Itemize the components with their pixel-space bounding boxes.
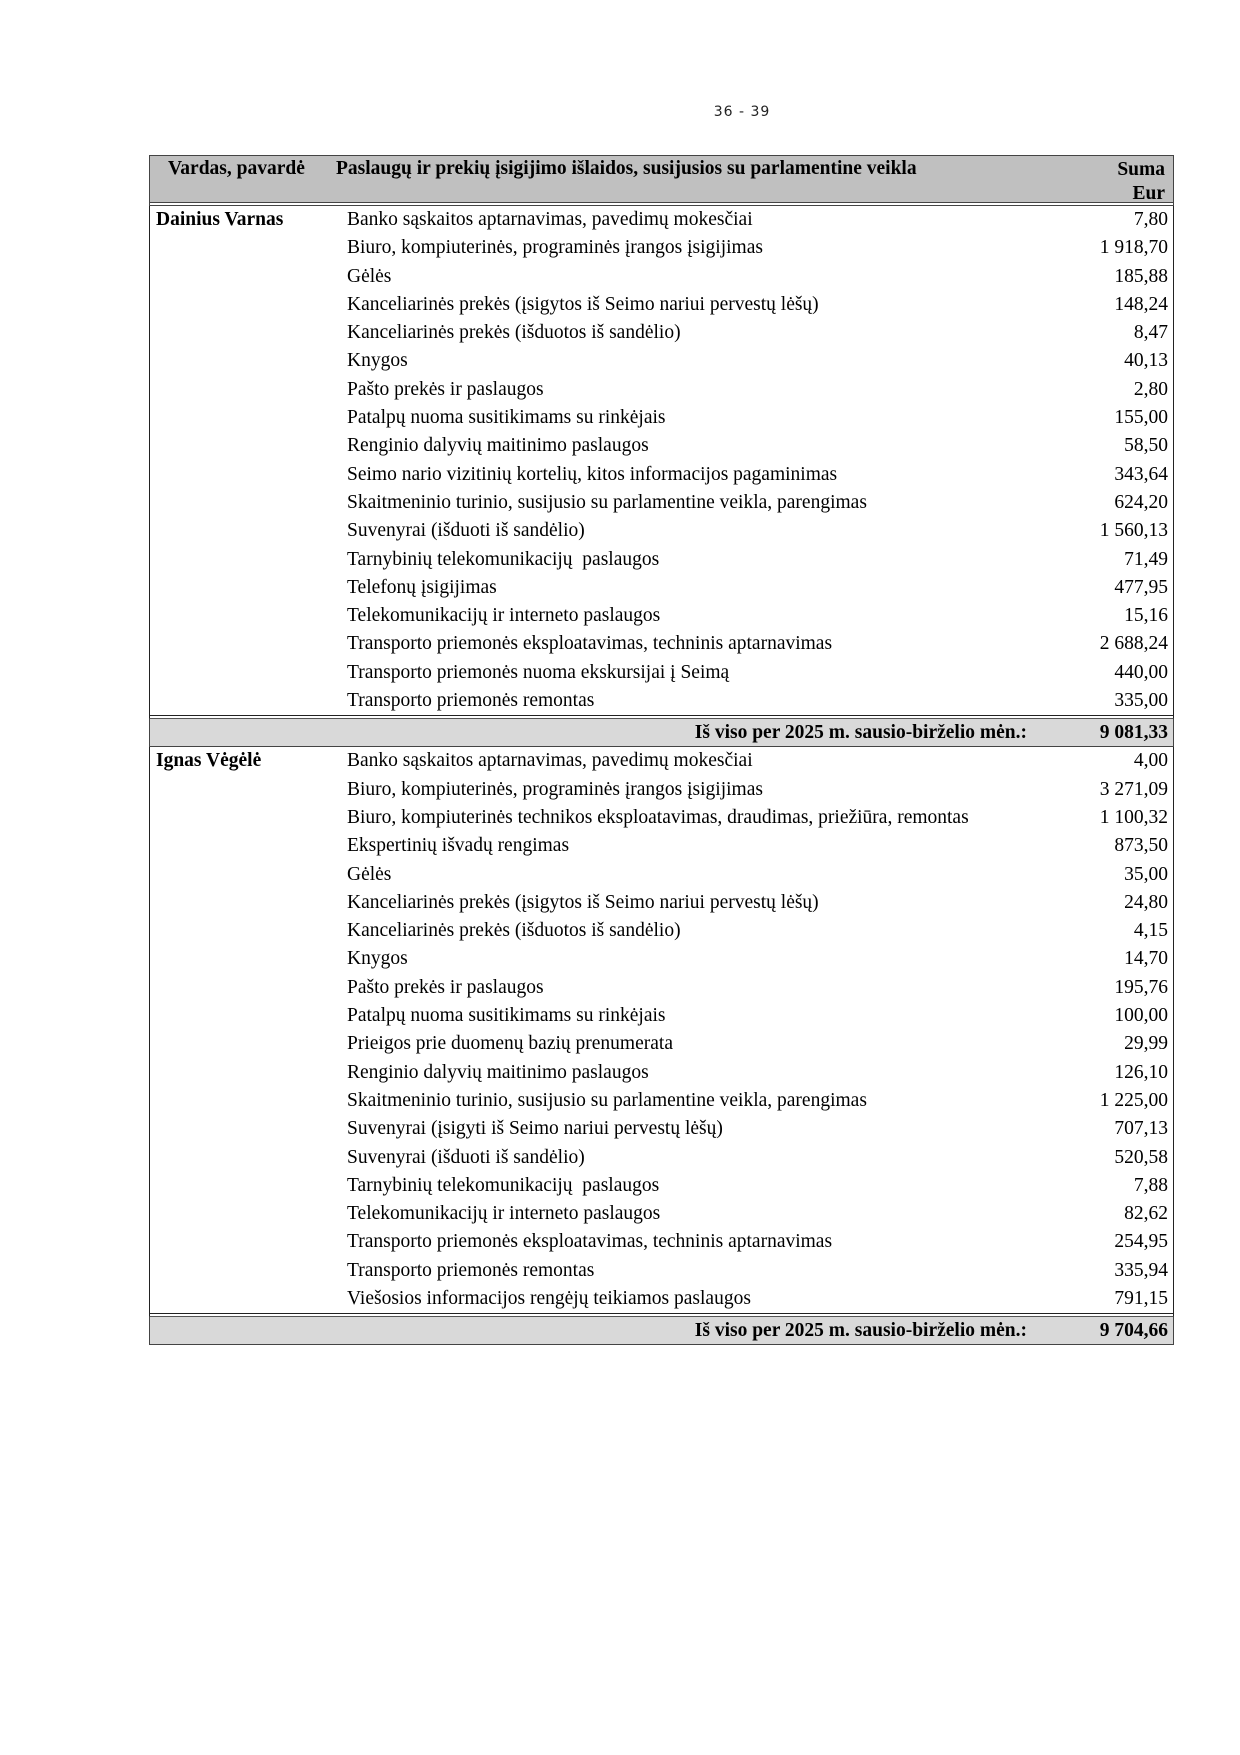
member-name <box>150 404 347 432</box>
member-name <box>150 517 347 545</box>
expense-amount: 195,76 <box>1114 976 1168 998</box>
expense-description: Pašto prekės ir paslaugos <box>347 976 544 998</box>
table-row <box>150 630 1173 658</box>
expenses-table <box>149 155 1174 1345</box>
expense-amount: 4,15 <box>1133 920 1168 942</box>
expense-description: Suvenyrai (išduoti iš sandėlio) <box>347 520 585 542</box>
table-row <box>150 376 1173 404</box>
expense-amount: 873,50 <box>1114 835 1168 857</box>
expense-amount: 1 225,00 <box>1099 1089 1168 1111</box>
expense-amount: 14,70 <box>1124 948 1168 970</box>
expense-amount: 4,00 <box>1133 750 1168 772</box>
expense-amount: 24,80 <box>1124 891 1168 913</box>
table-row <box>150 347 1173 375</box>
expense-amount: 148,24 <box>1114 293 1168 315</box>
member-name <box>150 776 347 804</box>
member-name <box>150 489 347 517</box>
expense-description: Telefonų įsigijimas <box>347 576 497 598</box>
table-row <box>150 776 1173 804</box>
expense-description: Skaitmeninio turinio, susijusio su parlamentine veikla, parengimas <box>347 491 867 513</box>
expense-amount: 1 918,70 <box>1099 237 1168 259</box>
expense-description: Biuro, kompiuterinės, programinės įrangos įsigijimas <box>347 237 763 259</box>
table-body <box>149 206 1174 1345</box>
member-name <box>150 574 347 602</box>
table-row <box>150 206 1173 234</box>
expense-amount: 343,64 <box>1114 463 1168 485</box>
expense-description: Suvenyrai (įsigyti iš Seimo nariui pervestų lėšų) <box>347 1118 723 1140</box>
table-row <box>150 263 1173 291</box>
header-amount-line1: Suma <box>1117 159 1165 180</box>
total-amount: 9 081,33 <box>1099 722 1168 744</box>
table-row <box>150 861 1173 889</box>
member-name <box>150 263 347 291</box>
expense-description: Transporto priemonės nuoma ekskursijai į Seimą <box>347 661 730 683</box>
expense-description: Seimo nario vizitinių kortelių, kitos informacijos pagaminimas <box>347 463 838 485</box>
expense-amount: 185,88 <box>1114 265 1168 287</box>
member-name <box>150 602 347 630</box>
expense-amount: 624,20 <box>1114 491 1168 513</box>
table-row <box>150 432 1173 460</box>
expense-amount: 440,00 <box>1114 661 1168 683</box>
table-row <box>150 319 1173 347</box>
expense-amount: 40,13 <box>1124 350 1168 372</box>
section-total-row <box>149 1317 1174 1345</box>
total-label: Iš viso per 2025 m. sausio-birželio mėn.: <box>694 1320 1027 1342</box>
expense-description: Biuro, kompiuterinės, programinės įrangos įsigijimas <box>347 778 763 800</box>
expense-description: Ekspertinių išvadų rengimas <box>347 835 570 857</box>
expense-description: Pašto prekės ir paslaugos <box>347 378 544 400</box>
member-name <box>150 917 347 945</box>
expense-amount: 2 688,24 <box>1099 633 1168 655</box>
member-name <box>150 1285 347 1313</box>
table-row <box>150 461 1173 489</box>
table-row <box>150 1144 1173 1172</box>
member-name <box>150 832 347 860</box>
member-name <box>150 1030 347 1058</box>
expense-description: Skaitmeninio turinio, susijusio su parlamentine veikla, parengimas <box>347 1089 867 1111</box>
expense-amount: 3 271,09 <box>1099 778 1168 800</box>
expense-amount: 29,99 <box>1124 1033 1168 1055</box>
table-row <box>150 889 1173 917</box>
table-row <box>150 602 1173 630</box>
member-name <box>150 1228 347 1256</box>
member-name <box>150 546 347 574</box>
expense-description: Telekomunikacijų ir interneto paslaugos <box>347 605 661 627</box>
table-row <box>150 1059 1173 1087</box>
header-amount-line2: Eur <box>1132 183 1165 204</box>
table-row <box>150 574 1173 602</box>
expense-description: Viešosios informacijos rengėjų teikiamos paslaugos <box>347 1287 751 1309</box>
member-name <box>150 1144 347 1172</box>
expense-description: Patalpų nuoma susitikimams su rinkėjais <box>347 407 666 429</box>
expense-amount: 520,58 <box>1114 1146 1168 1168</box>
table-row <box>150 1172 1173 1200</box>
table-row <box>150 291 1173 319</box>
expense-description: Transporto priemonės remontas <box>347 1259 595 1281</box>
member-name <box>150 659 347 687</box>
expense-description: Transporto priemonės eksploatavimas, techninis aptarnavimas <box>347 1231 833 1253</box>
expense-description: Kanceliarinės prekės (įsigytos iš Seimo nariui pervestų lėšų) <box>347 891 819 913</box>
expense-amount: 35,00 <box>1124 863 1168 885</box>
member-name <box>150 376 347 404</box>
expense-description: Transporto priemonės eksploatavimas, techninis aptarnavimas <box>347 633 833 655</box>
expense-description: Banko sąskaitos aptarnavimas, pavedimų mokesčiai <box>347 750 753 772</box>
expense-description: Transporto priemonės remontas <box>347 690 595 712</box>
expense-description: Patalpų nuoma susitikimams su rinkėjais <box>347 1005 666 1027</box>
expense-amount: 254,95 <box>1114 1231 1168 1253</box>
member-section <box>149 206 1174 715</box>
expense-amount: 71,49 <box>1124 548 1168 570</box>
expense-description: Renginio dalyvių maitinimo paslaugos <box>347 435 649 457</box>
expense-description: Tarnybinių telekomunikacijų paslaugos <box>347 1174 660 1196</box>
table-row <box>150 917 1173 945</box>
expense-description: Banko sąskaitos aptarnavimas, pavedimų mokesčiai <box>347 209 753 230</box>
expense-description: Gėlės <box>347 863 392 885</box>
expense-amount: 82,62 <box>1124 1203 1168 1225</box>
member-name <box>150 461 347 489</box>
table-row <box>150 687 1173 715</box>
table-row <box>150 804 1173 832</box>
expense-amount: 15,16 <box>1124 605 1168 627</box>
table-row <box>150 832 1173 860</box>
table-row <box>150 747 1173 775</box>
table-row <box>150 1200 1173 1228</box>
expense-description: Tarnybinių telekomunikacijų paslaugos <box>347 548 660 570</box>
table-row <box>150 974 1173 1002</box>
table-header <box>149 155 1174 203</box>
table-row <box>150 1257 1173 1285</box>
member-name <box>150 630 347 658</box>
member-name <box>150 234 347 262</box>
header-amount <box>1053 156 1173 202</box>
member-name <box>150 1059 347 1087</box>
section-total-row <box>149 719 1174 747</box>
table-row <box>150 945 1173 973</box>
table-row <box>150 546 1173 574</box>
member-name <box>150 347 347 375</box>
member-name: Dainius Varnas <box>156 209 284 230</box>
expense-description: Knygos <box>347 948 408 970</box>
expense-amount: 2,80 <box>1133 378 1168 400</box>
expense-description: Biuro, kompiuterinės technikos eksploatavimas, draudimas, priežiūra, remontas <box>347 806 969 828</box>
expense-amount: 335,00 <box>1114 690 1168 712</box>
member-name <box>150 1087 347 1115</box>
header-name: Vardas, pavardė <box>168 158 305 179</box>
expense-amount: 791,15 <box>1114 1287 1168 1309</box>
expense-amount: 1 560,13 <box>1099 520 1168 542</box>
expense-description: Kanceliarinės prekės (įsigytos iš Seimo nariui pervestų lėšų) <box>347 293 819 315</box>
expense-amount: 126,10 <box>1114 1061 1168 1083</box>
expense-description: Kanceliarinės prekės (išduotos iš sandėlio) <box>347 920 681 942</box>
expense-amount: 1 100,32 <box>1099 806 1168 828</box>
page-number: 36 - 39 <box>713 104 771 120</box>
total-amount: 9 704,66 <box>1099 1320 1168 1342</box>
table-row <box>150 1115 1173 1143</box>
member-name <box>150 687 347 715</box>
member-name <box>150 1115 347 1143</box>
table-row <box>150 1285 1173 1313</box>
header-description: Paslaugų ir prekių įsigijimo išlaidos, susijusios su parlamentine veikla <box>336 158 917 179</box>
expense-amount: 100,00 <box>1114 1005 1168 1027</box>
expense-description: Prieigos prie duomenų bazių prenumerata <box>347 1033 673 1055</box>
member-name: Ignas Vėgėlė <box>156 750 262 772</box>
member-name <box>150 1172 347 1200</box>
table-row <box>150 659 1173 687</box>
table-row <box>150 489 1173 517</box>
member-name <box>150 1002 347 1030</box>
expense-description: Gėlės <box>347 265 392 287</box>
member-name <box>150 974 347 1002</box>
member-name <box>150 804 347 832</box>
member-name <box>150 945 347 973</box>
member-name <box>150 319 347 347</box>
expense-description: Kanceliarinės prekės (išduotos iš sandėlio) <box>347 322 681 344</box>
expense-description: Renginio dalyvių maitinimo paslaugos <box>347 1061 649 1083</box>
expense-amount: 8,47 <box>1133 322 1168 344</box>
member-name <box>150 432 347 460</box>
member-name <box>150 889 347 917</box>
expense-amount: 477,95 <box>1114 576 1168 598</box>
expense-amount: 155,00 <box>1114 407 1168 429</box>
expense-amount: 335,94 <box>1114 1259 1168 1281</box>
table-row <box>150 234 1173 262</box>
member-section <box>149 747 1174 1313</box>
table-row <box>150 1228 1173 1256</box>
member-name <box>150 1200 347 1228</box>
expense-description: Telekomunikacijų ir interneto paslaugos <box>347 1203 661 1225</box>
member-name <box>150 861 347 889</box>
member-name <box>150 1257 347 1285</box>
expense-description: Suvenyrai (išduoti iš sandėlio) <box>347 1146 585 1168</box>
table-row <box>150 517 1173 545</box>
table-row <box>150 1030 1173 1058</box>
table-row <box>150 404 1173 432</box>
expense-amount: 7,80 <box>1133 209 1168 230</box>
total-label: Iš viso per 2025 m. sausio-birželio mėn.: <box>694 722 1027 744</box>
expense-amount: 707,13 <box>1114 1118 1168 1140</box>
table-row <box>150 1002 1173 1030</box>
table-row <box>150 1087 1173 1115</box>
expense-amount: 58,50 <box>1124 435 1168 457</box>
member-name <box>150 291 347 319</box>
expense-description: Knygos <box>347 350 408 372</box>
expense-amount: 7,88 <box>1133 1174 1168 1196</box>
